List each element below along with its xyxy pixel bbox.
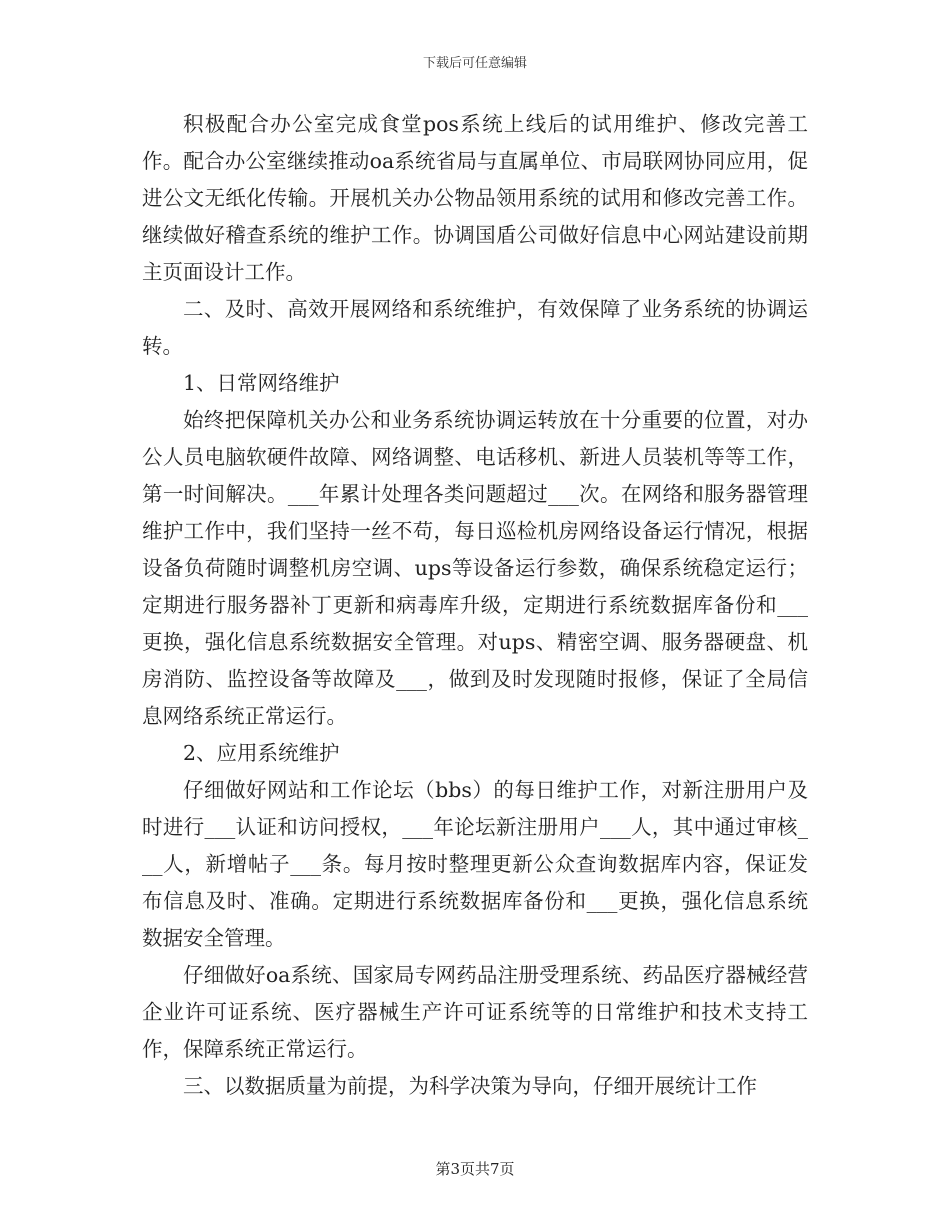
paragraph-1: 积极配合办公室完成食堂pos系统上线后的试用维护、修改完善工作。配合办公室继续推动oa系统省局与直属单位、市局联网协同应用，促进公文无纸化传输。开展机关办公物品领用系统的试用和修改完善工作。继续做好稽查系统的维护工作。协调国盾公司做好信息中心网站建设前期主页面设计工作。 — [142, 112, 808, 284]
paragraph-4: 始终把保障机关办公和业务系统协调运转放在十分重要的位置，对办公人员电脑软硬件故障、网络调整、电话移机、新进人员装机等等工作，第一时间解决。___年累计处理各类问题超过___次。在网络和服务器管理维护工作中，我们坚持一丝不苟，每日巡检机房网络设备运行情况，根据设备负荷随时调整机房空调、ups等设备运行参数，确保系统稳定运行；定期进行服务器补丁更新和病毒库升级，定期进行系统数据库备份和___更换，强化信息系统数据安全管理。对ups、精密空调、服务器硬盘、机房消防、监控设备等故障及___，做到及时发现随时报修，保证了全局信息网络系统正常运行。 — [142, 408, 808, 728]
paragraph-8: 三、以数据质量为前提，为科学决策为导向，仔细开展统计工作 — [183, 1074, 757, 1098]
paragraph-2: 二、及时、高效开展网络和系统维护，有效保障了业务系统的协调运转。 — [142, 297, 808, 358]
document-body — [142, 106, 808, 1105]
paragraph-3-heading: 1、日常网络维护 — [183, 371, 340, 395]
paragraph-7: 仔细做好oa系统、国家局专网药品注册受理系统、药品医疗器械经营企业许可证系统、医疗器械生产许可证系统等的日常维护和技术支持工作，保障系统正常运行。 — [142, 963, 808, 1061]
page-footer: 第3页共7页 — [435, 1160, 515, 1178]
page-header: 下载后可任意编辑 — [422, 56, 527, 71]
paragraph-6: 仔细做好网站和工作论坛（bbs）的每日维护工作，对新注册用户及时进行___认证和访问授权，___年论坛新注册用户___人，其中通过审核___人，新增帖子___条。每月按时整理更新公众查询数据库内容，保证发布信息及时、准确。定期进行系统数据库备份和___更换，强化信息系统数据安全管理。 — [142, 778, 808, 950]
paragraph-5-heading: 2、应用系统维护 — [183, 741, 340, 765]
